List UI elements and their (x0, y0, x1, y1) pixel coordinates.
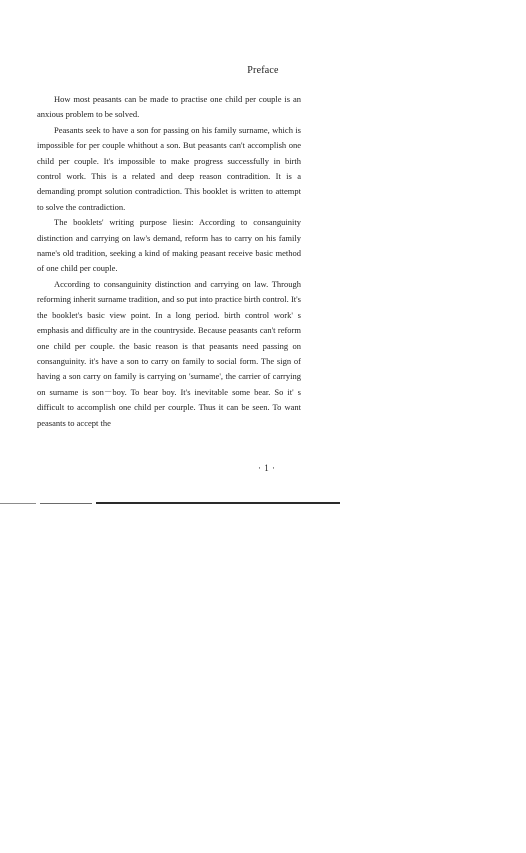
paragraph: The booklets' writing purpose liesin: According to consanguinity distinction and carrying on law's demand, reform has to carry on his family name's old tradition, seeking a kind of making peasant receive basic method of one child per couple. (37, 217, 301, 274)
page-number: · 1 · (258, 463, 276, 473)
preface-body (37, 92, 301, 431)
paragraph: How most peasants can be made to practise one child per couple is an anxious problem to be solved. (37, 94, 301, 120)
paragraph: Peasants seek to have a son for passing on his family surname, which is impossible for per couple whithout a son. But peasants can't accomplish one child per couple. It's impossible to make progress successfully in birth control work. This is a related and deep reason contradition. It is a demanding prompt solution contradiction. This booklet is written to attempt to solve the contradiction. (37, 124, 301, 212)
paragraph: According to consanguinity distinction and carrying on law. Through reforming inherit surname tradition, and so put into practice birth control. It's the booklet's basic view point. In a long period. birth control work' s emphasis and difficulty are in the countryside. Because peasants can't reform one child per couple. the basic reason is that peasants need passing on consanguinity. it's have a son to carry on family to social form. The sign of having a son carry on family is carrying on 'surname', the carrier of carrying on surname is son－boy. To bear boy. It's inevitable some bear. So it' s difficult to accomplish one child per courple. Thus it can be seen. To want peasants to accept the (37, 278, 301, 428)
rule-segment (0, 503, 36, 504)
scan-edge-rule (0, 502, 340, 505)
page-title: Preface (247, 65, 279, 76)
rule-segment (40, 503, 92, 504)
rule-segment (96, 502, 340, 504)
